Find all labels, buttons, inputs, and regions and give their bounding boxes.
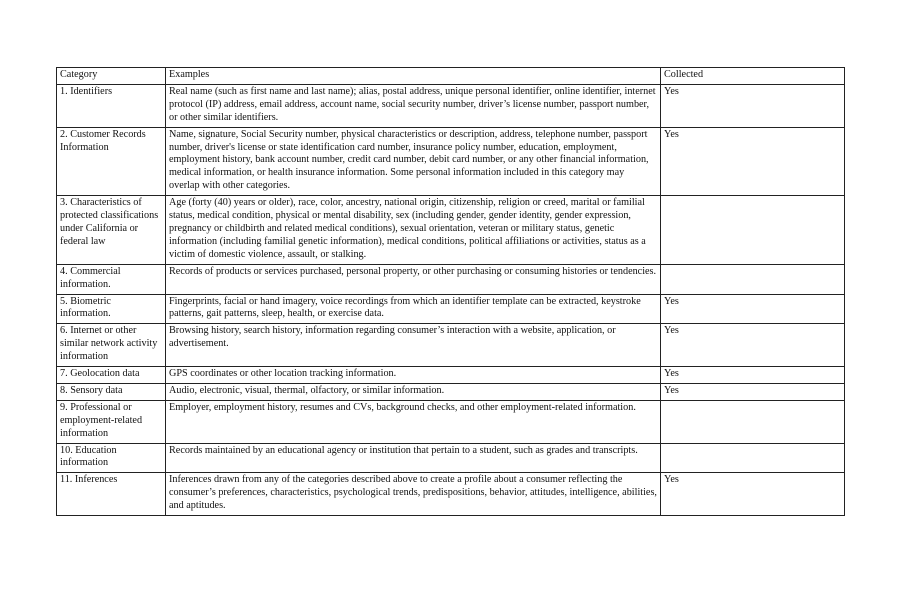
collected-cell: Yes — [661, 127, 845, 196]
collected-cell: Yes — [661, 473, 845, 516]
examples-cell: Audio, electronic, visual, thermal, olfactory, or similar information. — [166, 383, 661, 400]
examples-cell: Age (forty (40) years or older), race, color, ancestry, national origin, citizenship, religion or creed, marital or familial status, medical condition, physical or mental disability, sex (including gender, gender identity, gender expression, pregnancy or childbirth and related medical conditions), sexual orientation, veteran or military status, genetic information (including familial genetic information), medical conditions, political affiliations or activities, status as a victim of domestic violence, assault, or stalking. — [166, 196, 661, 265]
table-row — [57, 473, 845, 516]
examples-cell: Records maintained by an educational agency or institution that pertain to a student, such as grades and transcripts. — [166, 443, 661, 473]
table-row — [57, 294, 845, 324]
table-row — [57, 400, 845, 443]
table-row — [57, 383, 845, 400]
header-examples: Examples — [166, 68, 661, 85]
examples-cell: Fingerprints, facial or hand imagery, voice recordings from which an identifier template can be extracted, keystroke patterns, gait patterns, sleep, health, or exercise data. — [166, 294, 661, 324]
category-cell: 10. Education information — [57, 443, 166, 473]
category-cell: 4. Commercial information. — [57, 264, 166, 294]
examples-cell: Records of products or services purchased, personal property, or other purchasing or consuming histories or tendencies. — [166, 264, 661, 294]
category-cell: 3. Characteristics of protected classifications under California or federal law — [57, 196, 166, 265]
examples-cell: Name, signature, Social Security number, physical characteristics or description, address, telephone number, passport number, driver's license or state identification card number, insurance policy number, education, employment, employment history, bank account number, credit card number, debit card number, or any other financial information, medical information, or health insurance information. Some personal information included in this category may overlap with other categories. — [166, 127, 661, 196]
examples-cell: Real name (such as first name and last name); alias, postal address, unique personal identifier, online identifier, internet protocol (IP) address, email address, account name, social security number, driver’s license number, passport number, or other similar identifiers. — [166, 84, 661, 127]
category-cell: 8. Sensory data — [57, 383, 166, 400]
header-collected: Collected — [661, 68, 845, 85]
collected-cell — [661, 264, 845, 294]
examples-cell: Inferences drawn from any of the categories described above to create a profile about a consumer reflecting the consumer’s preferences, characteristics, psychological trends, predispositions, behavior, attitudes, intelligence, abilities, and aptitudes. — [166, 473, 661, 516]
table-row — [57, 324, 845, 367]
table-row — [57, 127, 845, 196]
collected-cell: Yes — [661, 367, 845, 384]
category-cell: 5. Biometric information. — [57, 294, 166, 324]
personal-information-categories-table — [56, 67, 845, 516]
examples-cell: Browsing history, search history, information regarding consumer’s interaction with a website, application, or advertisement. — [166, 324, 661, 367]
table-row — [57, 443, 845, 473]
category-cell: 6. Internet or other similar network activity information — [57, 324, 166, 367]
collected-cell: Yes — [661, 324, 845, 367]
category-cell: 9. Professional or employment-related information — [57, 400, 166, 443]
collected-cell — [661, 443, 845, 473]
table-row — [57, 84, 845, 127]
category-cell: 1. Identifiers — [57, 84, 166, 127]
collected-cell: Yes — [661, 383, 845, 400]
collected-cell — [661, 196, 845, 265]
category-cell: 11. Inferences — [57, 473, 166, 516]
examples-cell: GPS coordinates or other location tracking information. — [166, 367, 661, 384]
collected-cell: Yes — [661, 294, 845, 324]
table-row — [57, 367, 845, 384]
category-cell: 7. Geolocation data — [57, 367, 166, 384]
table-row — [57, 264, 845, 294]
table-header-row — [57, 68, 845, 85]
examples-cell: Employer, employment history, resumes and CVs, background checks, and other employment-related information. — [166, 400, 661, 443]
category-cell: 2. Customer Records Information — [57, 127, 166, 196]
collected-cell — [661, 400, 845, 443]
header-category: Category — [57, 68, 166, 85]
collected-cell: Yes — [661, 84, 845, 127]
table-row — [57, 196, 845, 265]
